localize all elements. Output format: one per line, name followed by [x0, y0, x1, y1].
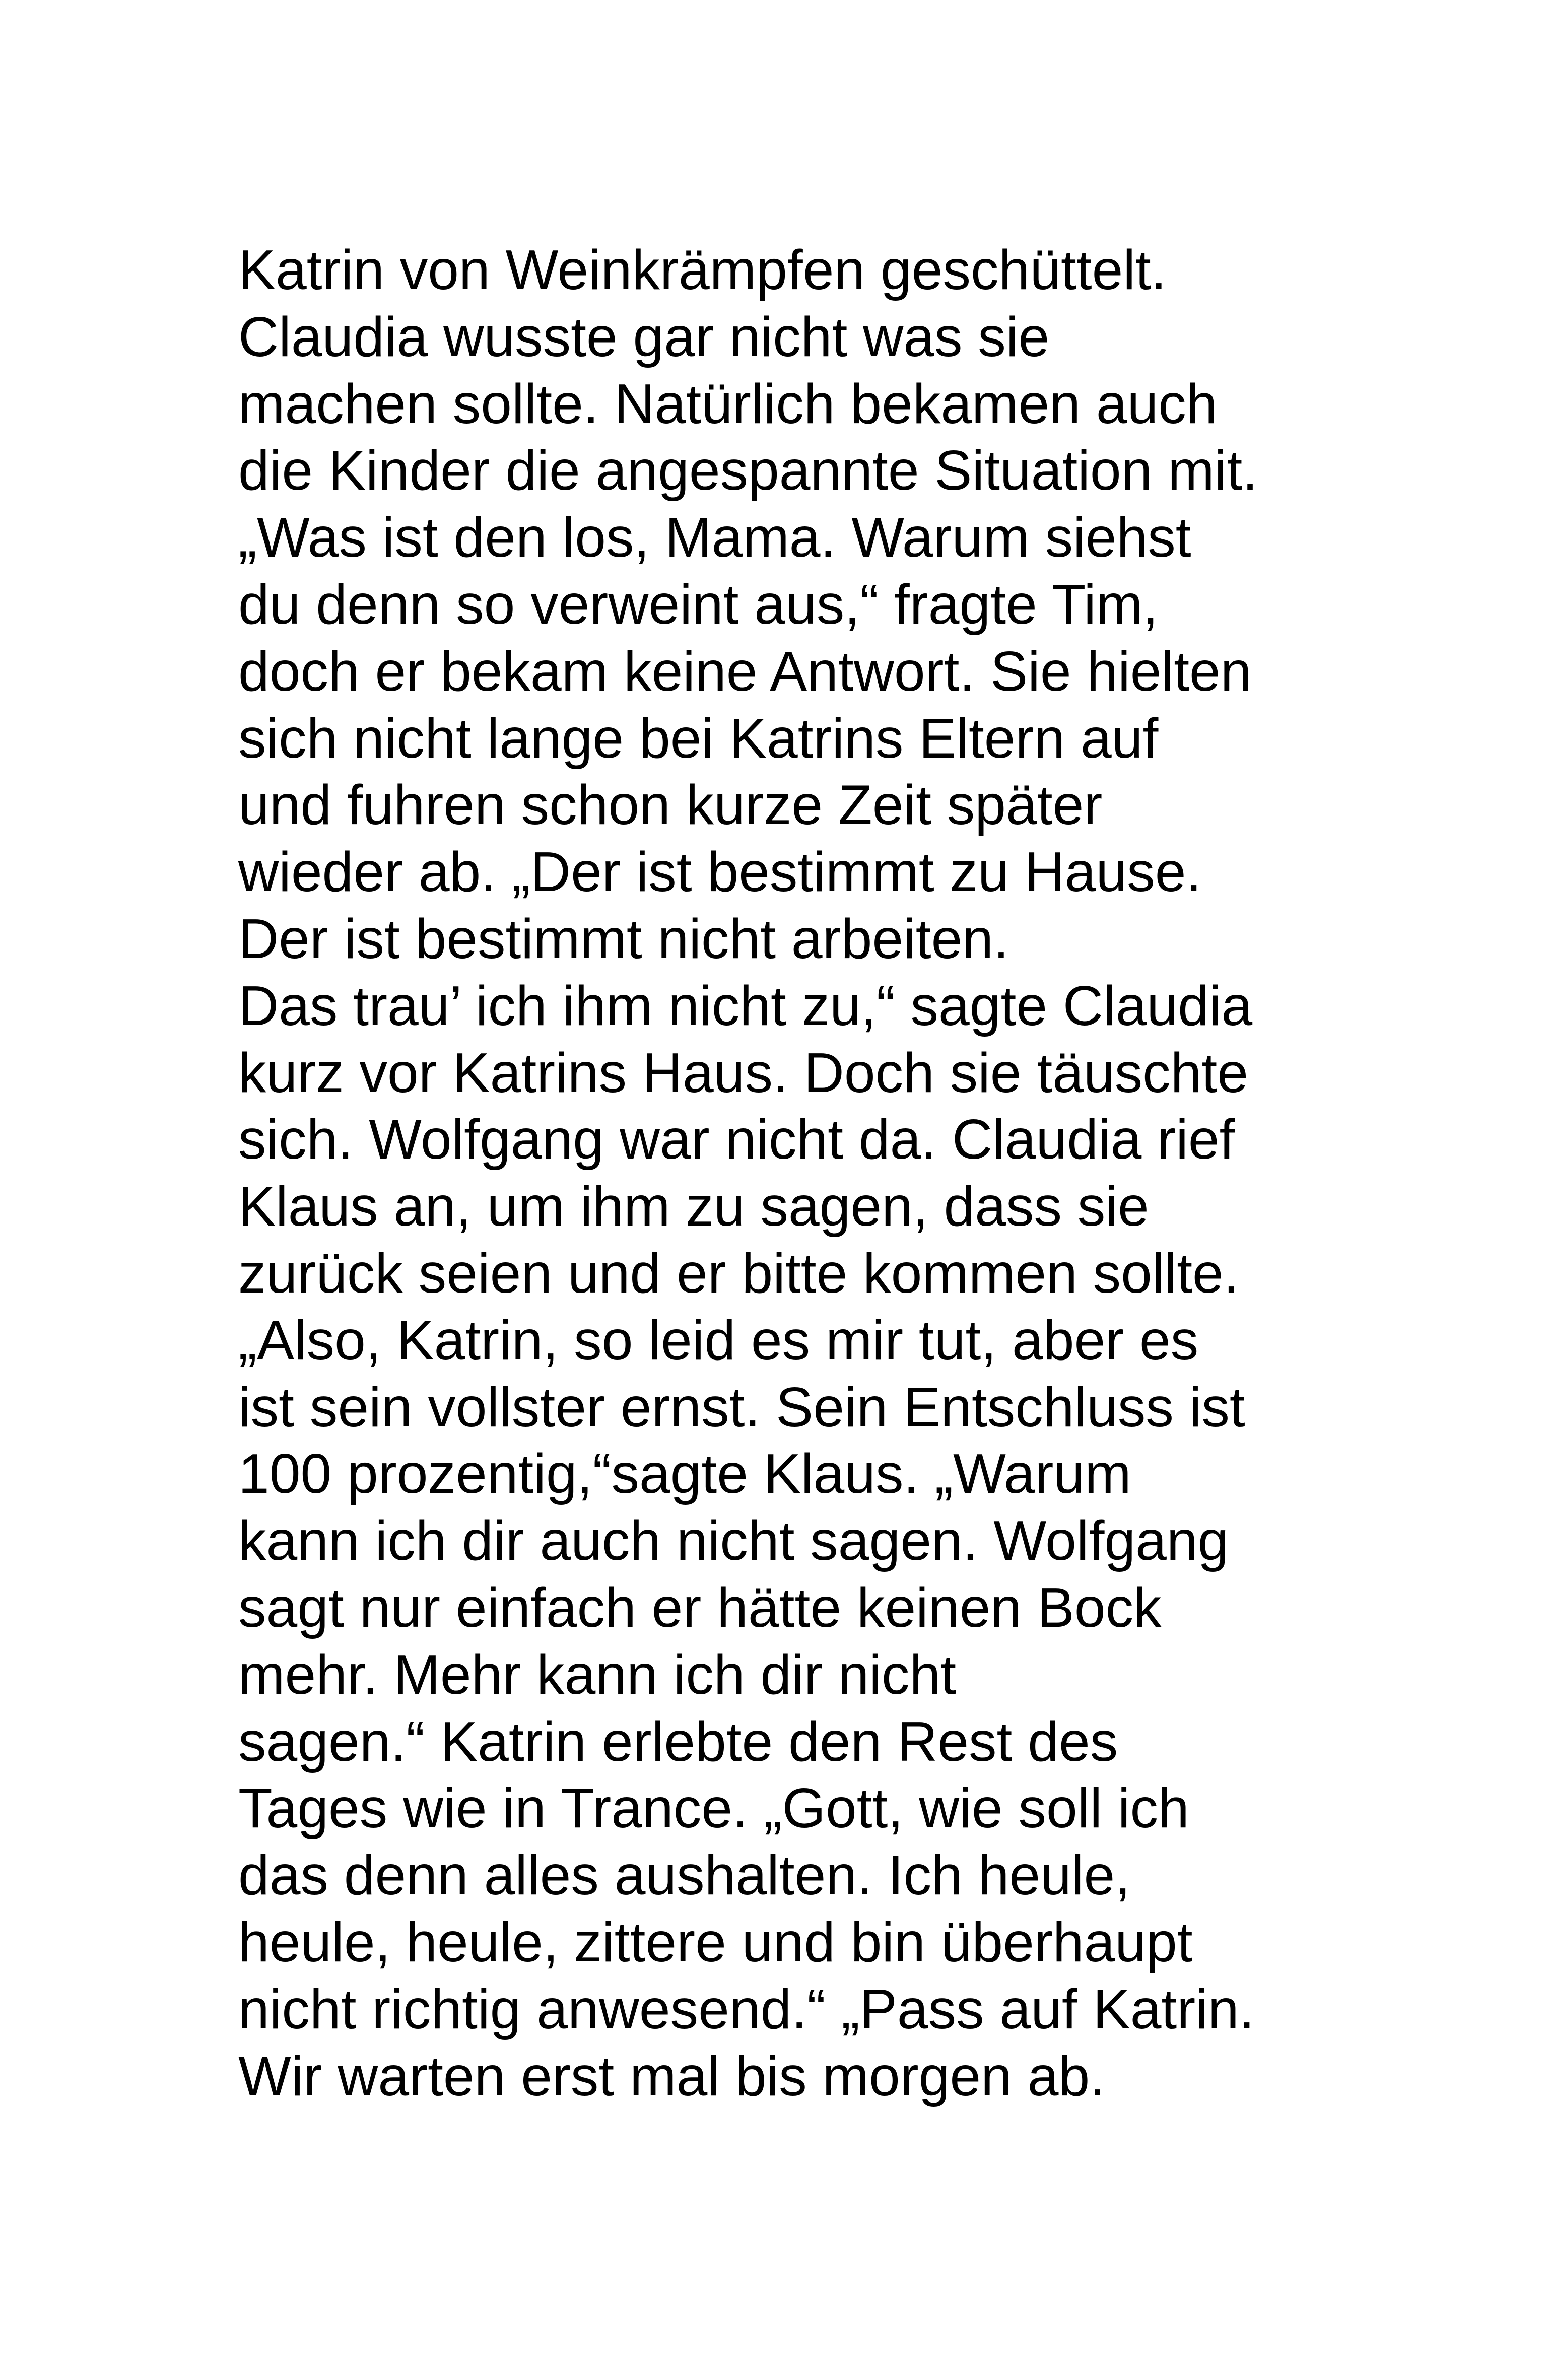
text-line: Tages wie in Trance. „Gott, wie soll ich: [238, 1777, 1189, 1840]
text-line: sagt nur einfach er hätte keinen Bock: [238, 1576, 1162, 1639]
text-line: sich nicht lange bei Katrins Eltern auf: [238, 707, 1159, 770]
text-line: und fuhren schon kurze Zeit später: [238, 774, 1103, 837]
text-line: ist sein vollster ernst. Sein Entschluss ist: [238, 1376, 1245, 1439]
text-line: nicht richtig anwesend.“ „Pass auf Katrin.: [238, 1978, 1255, 2041]
text-line: kann ich dir auch nicht sagen. Wolfgang: [238, 1510, 1229, 1573]
text-line: du denn so verweint aus,“ fragte Tim,: [238, 573, 1159, 636]
text-line: Claudia wusste gar nicht was sie: [238, 305, 1050, 368]
text-line: heule, heule, zittere und bin überhaupt: [238, 1911, 1193, 1974]
text-line: Der ist bestimmt nicht arbeiten.: [238, 907, 1009, 970]
text-line: Klaus an, um ihm zu sagen, dass sie: [238, 1175, 1149, 1238]
text-line: kurz vor Katrins Haus. Doch sie täuschte: [238, 1041, 1248, 1104]
text-line: sich. Wolfgang war nicht da. Claudia rief: [238, 1108, 1235, 1171]
body-text: [238, 237, 1498, 2110]
text-line: „Also, Katrin, so leid es mir tut, aber es: [238, 1309, 1199, 1372]
text-line: doch er bekam keine Antwort. Sie hielten: [238, 640, 1252, 703]
text-line: mehr. Mehr kann ich dir nicht: [238, 1643, 957, 1706]
text-line: Wir warten erst mal bis morgen ab.: [238, 2045, 1106, 2107]
text-line: Katrin von Weinkrämpfen geschüttelt.: [238, 239, 1167, 301]
text-line: die Kinder die angespannte Situation mit.: [238, 439, 1258, 502]
text-line: das denn alles aushalten. Ich heule,: [238, 1844, 1131, 1907]
text-line: wieder ab. „Der ist bestimmt zu Hause.: [238, 841, 1202, 904]
text-line: sagen.“ Katrin erlebte den Rest des: [238, 1710, 1118, 1773]
text-line: Das trau’ ich ihm nicht zu,“ sagte Claudia: [238, 974, 1253, 1037]
text-line: „Was ist den los, Mama. Warum siehst: [238, 506, 1191, 569]
text-line: 100 prozentig,“sagte Klaus. „Warum: [238, 1443, 1131, 1506]
text-line: machen sollte. Natürlich bekamen auch: [238, 372, 1218, 435]
text-line: zurück seien und er bitte kommen sollte.: [238, 1242, 1239, 1305]
